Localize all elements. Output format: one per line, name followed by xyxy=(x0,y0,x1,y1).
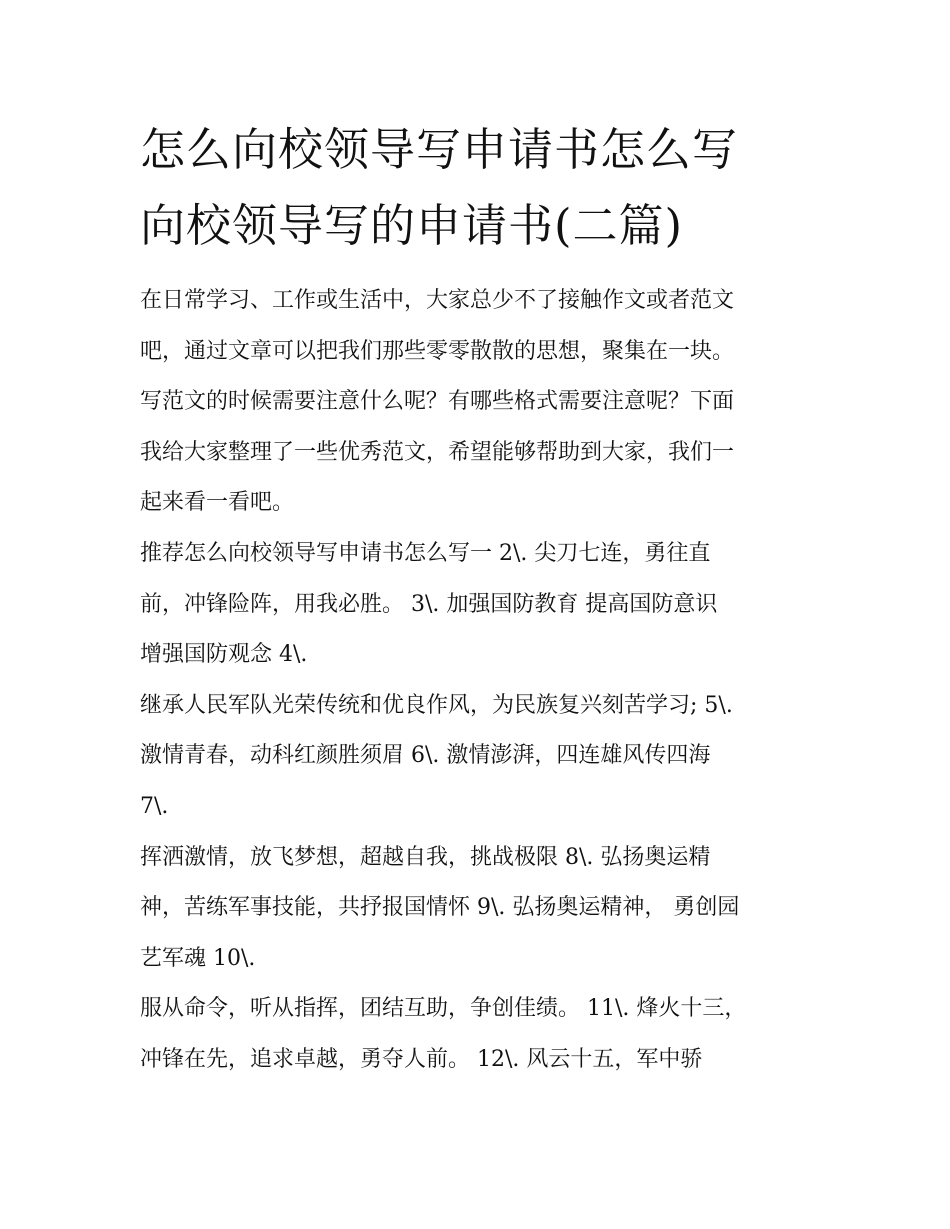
text-line: 神，苦练军事技能，共抒报国情怀 9\. 弘扬奥运精神， 勇创园 xyxy=(140,895,740,921)
text-line: 前，冲锋险阵，用我必胜。 3\. 加强国防教育 提高国防意识 xyxy=(140,591,718,617)
text-line: 继承人民军队光荣传统和优良作风，为民族复兴刻苦学习; 5\. xyxy=(140,692,733,718)
document-title xyxy=(140,112,830,264)
text-line: 增强国防观念 4\. xyxy=(140,642,308,668)
text-line: 服从命令，听从指挥，团结互助，争创佳绩。 11\. 烽火十三， xyxy=(140,996,747,1022)
text-line: 7\. xyxy=(140,793,169,819)
text-line: 挥洒激情，放飞梦想，超越自我，挑战极限 8\. 弘扬奥运精 xyxy=(140,844,711,870)
paragraph-slogans-1 xyxy=(140,529,830,681)
paragraph-slogans-3 xyxy=(140,833,830,985)
text-line: 起来看一看吧。 xyxy=(140,490,295,516)
document-body xyxy=(140,276,830,1086)
title-line: 向校领导写的申请书(二篇) xyxy=(140,199,684,252)
title-line: 怎么向校领导写申请书怎么写 xyxy=(140,123,739,176)
text-line: 艺军魂 10\. xyxy=(140,945,256,971)
text-line: 吧，通过文章可以把我们那些零零散散的思想，聚集在一块。 xyxy=(140,338,735,364)
text-line: 激情青春，动科红颜胜须眉 6\. 激情澎湃，四连雄风传四海 xyxy=(140,743,711,769)
text-line: 在日常学习、工作或生活中，大家总少不了接触作文或者范文 xyxy=(140,288,735,313)
text-line: 推荐怎么向校领导写申请书怎么写一 2\. 尖刀七连，勇往直 xyxy=(140,540,711,566)
paragraph-slogans-4 xyxy=(140,984,830,1085)
paragraph-slogans-2 xyxy=(140,681,830,833)
text-line: 冲锋在先，追求卓越，勇夺人前。 12\. 风云十五，军中骄 xyxy=(140,1046,703,1072)
text-line: 写范文的时候需要注意什么呢？有哪些格式需要注意呢？下面 xyxy=(140,389,735,415)
text-line: 我给大家整理了一些优秀范文，希望能够帮助到大家，我们一 xyxy=(140,439,735,465)
paragraph-intro xyxy=(140,276,830,529)
